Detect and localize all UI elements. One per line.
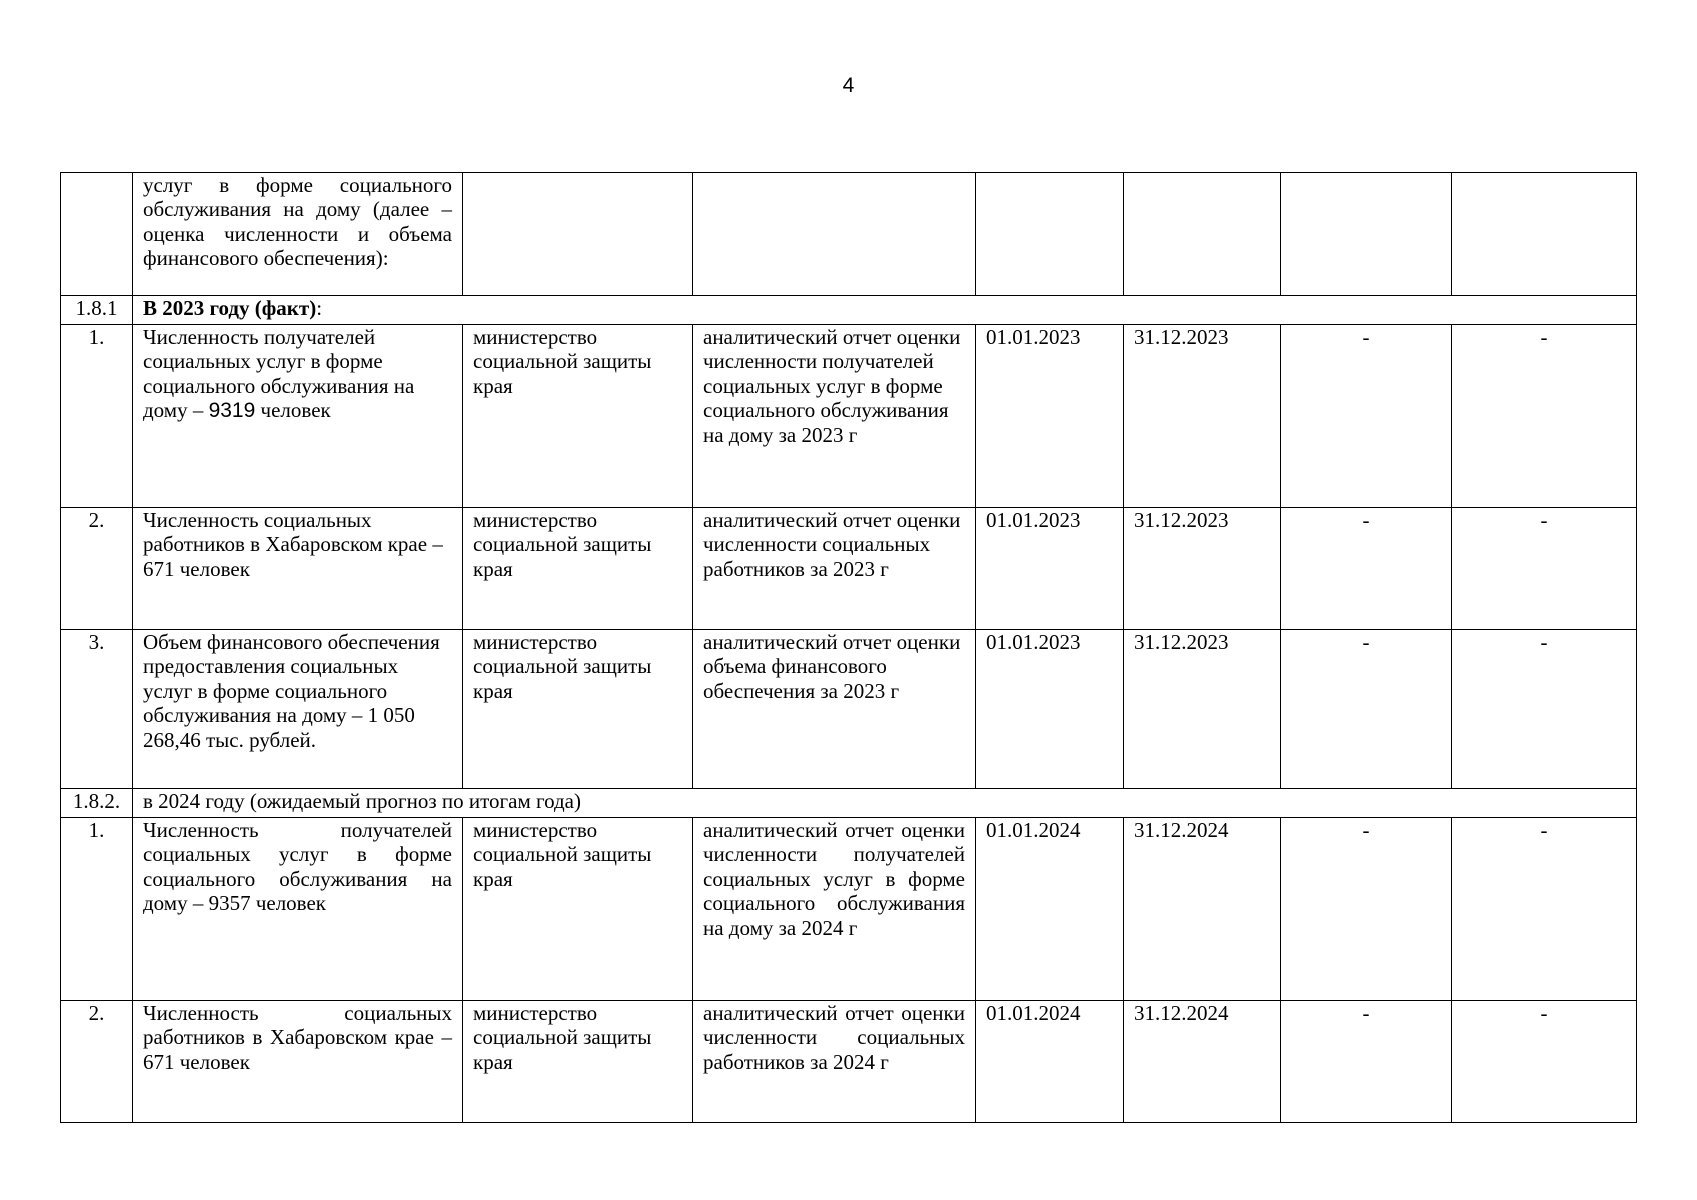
section-title-cell — [133, 296, 1637, 325]
row-col7: - — [1281, 508, 1452, 630]
row-number: 2. — [61, 1001, 133, 1123]
continuation-text: услуг в форме социального обслуживания на дому (далее – оценка численности и объема финансового обеспечения): — [133, 173, 463, 296]
row-end-date: 31.12.2024 — [1124, 818, 1281, 1001]
row-start-date: 01.01.2024 — [976, 818, 1124, 1001]
row-description: Численность получателей социальных услуг в форме социального обслуживания на дому – 9357 человек — [133, 818, 463, 1001]
row-col8: - — [1452, 325, 1637, 508]
table-row — [61, 818, 1637, 1001]
row-end-date: 31.12.2023 — [1124, 325, 1281, 508]
page-number: 4 — [842, 74, 855, 97]
section-number: 1.8.1 — [61, 296, 133, 325]
row-end-date: 31.12.2024 — [1124, 1001, 1281, 1123]
section-header-row — [61, 296, 1637, 325]
section-title: В 2023 году (факт) — [143, 296, 317, 320]
row-start-date: 01.01.2023 — [976, 630, 1124, 789]
row-end-date: 31.12.2023 — [1124, 630, 1281, 789]
row-col8: - — [1452, 508, 1637, 630]
row-result: аналитический отчет оценки численности получателей социальных услуг в форме социального обслуживания на дому за 2023 г — [693, 325, 976, 508]
cell-empty — [1452, 173, 1637, 296]
cell-empty — [693, 173, 976, 296]
row-col7: - — [1281, 325, 1452, 508]
cell-empty — [463, 173, 693, 296]
section-title-cell — [133, 789, 1637, 818]
table-row — [61, 630, 1637, 789]
row-responsible: министерство социальной защиты края — [463, 325, 693, 508]
description-text: Численность получателей социальных услуг в форме социального обслуживания на дому – — [143, 325, 415, 423]
row-start-date: 01.01.2023 — [976, 325, 1124, 508]
section-number: 1.8.2. — [61, 789, 133, 818]
measures-table — [60, 172, 1637, 1123]
cell-empty — [1281, 173, 1452, 296]
row-col8: - — [1452, 630, 1637, 789]
section-title: в 2024 году (ожидаемый прогноз по итогам года) — [143, 789, 581, 813]
row-col7: - — [1281, 1001, 1452, 1123]
row-responsible: министерство социальной защиты края — [463, 1001, 693, 1123]
cell-empty — [61, 173, 133, 296]
row-number: 1. — [61, 325, 133, 508]
row-description — [133, 325, 463, 508]
table-row — [61, 325, 1637, 508]
row-start-date: 01.01.2024 — [976, 1001, 1124, 1123]
row-end-date: 31.12.2023 — [1124, 508, 1281, 630]
row-number: 1. — [61, 818, 133, 1001]
row-col7: - — [1281, 630, 1452, 789]
row-number: 2. — [61, 508, 133, 630]
row-col7: - — [1281, 818, 1452, 1001]
row-description: Объем финансового обеспечения предоставления социальных услуг в форме социального обслуживания на дому – 1 050 268,46 тыс. рублей. — [133, 630, 463, 789]
description-suffix: человек — [255, 398, 331, 423]
row-responsible: министерство социальной защиты края — [463, 818, 693, 1001]
section-title-suffix: : — [316, 296, 323, 320]
cell-empty — [976, 173, 1124, 296]
row-start-date: 01.01.2023 — [976, 508, 1124, 630]
description-number: 9319 — [208, 399, 256, 423]
row-result: аналитический отчет оценки численности социальных работников за 2024 г — [693, 1001, 976, 1123]
row-result: аналитический отчет оценки численности социальных работников за 2023 г — [693, 508, 976, 630]
table-row — [61, 1001, 1637, 1123]
cell-empty — [1124, 173, 1281, 296]
row-responsible: министерство социальной защиты края — [463, 630, 693, 789]
row-number: 3. — [61, 630, 133, 789]
section-header-row — [61, 789, 1637, 818]
table-row — [61, 508, 1637, 630]
row-result: аналитический отчет оценки объема финансового обеспечения за 2023 г — [693, 630, 976, 789]
row-result: аналитический отчет оценки численности получателей социальных услуг в форме социального обслуживания на дому за 2024 г — [693, 818, 976, 1001]
row-description: Численность социальных работников в Хабаровском крае – 671 человек — [133, 508, 463, 630]
row-responsible: министерство социальной защиты края — [463, 508, 693, 630]
continuation-row — [61, 173, 1637, 296]
row-col8: - — [1452, 1001, 1637, 1123]
row-col8: - — [1452, 818, 1637, 1001]
row-description: Численность социальных работников в Хабаровском крае – 671 человек — [133, 1001, 463, 1123]
